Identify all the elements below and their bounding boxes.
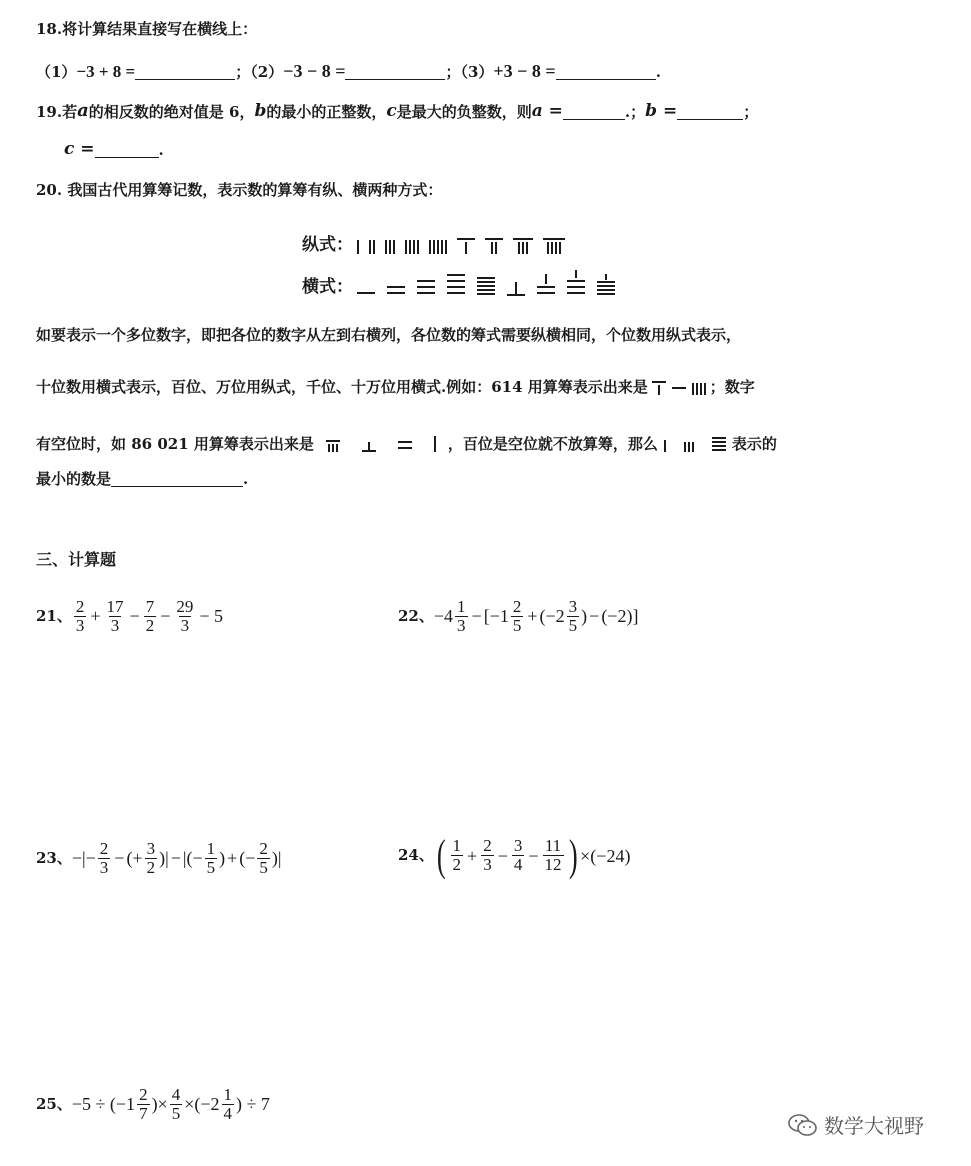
rod-h-4 bbox=[447, 272, 465, 296]
q19-answer-a[interactable] bbox=[563, 105, 625, 120]
q19-text2: 的最小的正整数， bbox=[266, 103, 387, 121]
q20-line3b: ，百位是空位就不放算筹，那么 bbox=[447, 435, 658, 453]
q19-var-b: b bbox=[254, 101, 267, 121]
rod-question-figure bbox=[664, 436, 726, 452]
rod-v-1 bbox=[357, 232, 359, 254]
rod-h-7 bbox=[537, 274, 555, 296]
rod-h-5 bbox=[477, 276, 495, 296]
q19-sep2: ； bbox=[743, 103, 759, 121]
q18-part3-label: ；（3） bbox=[445, 63, 494, 81]
rod-example-86021 bbox=[326, 436, 436, 452]
q19-var-c: c bbox=[386, 101, 397, 121]
rod-h-9 bbox=[597, 274, 615, 296]
vertical-rods-figure bbox=[357, 232, 565, 254]
horizontal-label: 横式： bbox=[302, 277, 353, 297]
q21-label: 21、 bbox=[36, 606, 72, 625]
vertical-label: 纵式： bbox=[302, 235, 353, 255]
q20-line3a: 有空位时，如 86 021 用算筹表示出来是 bbox=[36, 435, 314, 453]
rod-h-1 bbox=[357, 290, 375, 296]
q20-line2 bbox=[36, 379, 755, 395]
q20-end: . bbox=[243, 470, 249, 488]
rod-v-9 bbox=[543, 236, 565, 254]
rod-v-5 bbox=[429, 232, 447, 254]
rod-v-7 bbox=[485, 236, 503, 254]
q18-answer-3[interactable] bbox=[556, 65, 656, 80]
q20-stem: 20. 我国古代用算筹记数，表示数的算筹有纵、横两种方式： bbox=[36, 181, 443, 199]
q24-label: 24、 bbox=[398, 846, 434, 865]
rod-h-2 bbox=[387, 284, 405, 296]
q19-end: . bbox=[158, 141, 164, 159]
wechat-icon bbox=[788, 1113, 818, 1137]
q20-answer[interactable] bbox=[111, 472, 243, 487]
rod-h-6 bbox=[507, 282, 525, 296]
q25-label: 25、 bbox=[36, 1094, 72, 1113]
rod-horizontal-row bbox=[302, 270, 615, 296]
rod-v-2 bbox=[369, 232, 375, 254]
q18-part2-expr: −3 − 8 = bbox=[283, 61, 346, 81]
q19-var-a: a bbox=[77, 100, 89, 121]
rod-v-4 bbox=[405, 232, 419, 254]
q19-sep1: .； bbox=[624, 103, 646, 121]
watermark-text: 数学大视野 bbox=[824, 1114, 924, 1138]
rod-h-8 bbox=[567, 270, 585, 296]
q22-expression: −4 $\frac{1}{3}$ − [−1 $\frac{2}{5}$ + (−2 $\frac{3}{5}$ ) − (−2)] bbox=[433, 597, 639, 635]
q20-line1: 如要表示一个多位数字，即把各位的数字从左到右横列，各位数的筹式需要纵横相同，个位数用纵式表示， bbox=[36, 326, 742, 344]
q22-label: 22、 bbox=[398, 606, 434, 625]
q25 bbox=[36, 1086, 270, 1123]
q18-part3-expr: +3 − 8 = bbox=[493, 61, 556, 81]
q18-stem: 18.将计算结果直接写在横线上： bbox=[36, 20, 258, 38]
rod-v-6 bbox=[457, 236, 475, 254]
horizontal-rods-figure bbox=[357, 270, 615, 296]
q18-answer-2[interactable] bbox=[345, 65, 445, 80]
rod-v-3 bbox=[385, 232, 395, 254]
q23-expression: −|− $\frac{2}{3}$ − (+ $\frac{3}{2}$ )| − |(− $\frac{1}{5}$ ) + (− $\frac{2}{5}$ )| bbox=[71, 839, 282, 877]
q18-answer-1[interactable] bbox=[135, 65, 235, 80]
q19-answer-b[interactable] bbox=[677, 105, 743, 120]
q24 bbox=[398, 831, 631, 880]
q21-expression: $\frac{2}{3}$ + $\frac{17}{3}$ − $\frac{7}{2}$ − $\frac{29}{3}$ − 5 bbox=[75, 597, 223, 635]
q19-a-eq: a = bbox=[531, 101, 563, 121]
watermark bbox=[788, 1110, 924, 1139]
q19-prefix: 19.若 bbox=[36, 103, 78, 121]
q18-part2-label: ；（2） bbox=[235, 63, 284, 81]
section3-title: 三、计算题 bbox=[36, 550, 117, 569]
rod-vertical-row bbox=[302, 232, 565, 254]
q18-part1-label: （1） bbox=[36, 63, 77, 81]
q24-expression: ( $\frac{1}{2}$ + $\frac{2}{3}$ − $\frac{3}{4}$ − $\frac{11}{12}$ ) ×(−24) bbox=[436, 831, 631, 880]
q21 bbox=[36, 598, 225, 635]
q18-end: . bbox=[655, 63, 661, 81]
q20-line3 bbox=[36, 436, 777, 452]
q20-line3c: 表示的 bbox=[731, 435, 777, 453]
q19-answer-c[interactable] bbox=[95, 143, 159, 158]
q23-label: 23、 bbox=[36, 848, 72, 867]
q20-line4-text: 最小的数是 bbox=[36, 470, 112, 488]
rod-h-3 bbox=[417, 278, 435, 296]
rod-v-8 bbox=[513, 236, 533, 254]
q19-text3: 是最大的负整数，则 bbox=[396, 103, 532, 121]
q19-c-eq: c = bbox=[64, 139, 95, 159]
q25-expression: −5 ÷ (−1 $\frac{2}{7}$ )× $\frac{4}{5}$ ×(−2 $\frac{1}{4}$ ) ÷ 7 bbox=[71, 1085, 270, 1123]
q19-line2 bbox=[64, 141, 164, 158]
q23 bbox=[36, 840, 282, 877]
q22 bbox=[398, 598, 638, 635]
q20-line4 bbox=[36, 472, 248, 487]
q19-line1 bbox=[36, 102, 758, 120]
q18-part1-expr: −3 + 8 = bbox=[76, 62, 136, 81]
q19-b-eq: b = bbox=[645, 101, 678, 121]
rod-example-614 bbox=[652, 379, 706, 395]
q19-text1: 的相反数的绝对值是 6， bbox=[88, 103, 255, 121]
q20-line2-text: 十位数用横式表示，百位、万位用纵式，千位、十万位用横式.例如：614 用算筹表示出来是 bbox=[36, 378, 648, 396]
q18-parts bbox=[36, 62, 661, 80]
q20-line2-end: ；数字 bbox=[709, 378, 755, 396]
